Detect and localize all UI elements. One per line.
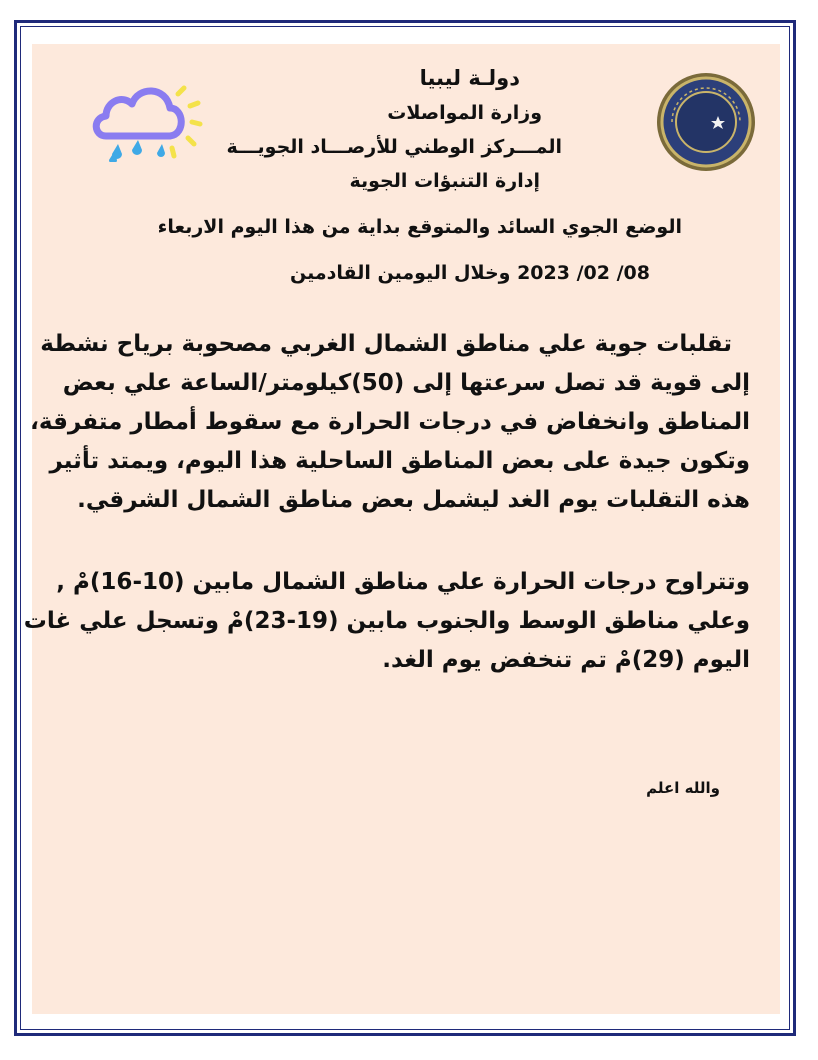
- paragraph-line: هذه التقلبات يوم الغد ليشمل بعض مناطق الشمال الشرقي.: [77, 487, 750, 513]
- paragraph-line: إلى قوية قد تصل سرعتها إلى (50)كيلومتر/الساعة علي بعض: [62, 370, 750, 396]
- header-ministry: وزارة المواصلات: [387, 102, 542, 124]
- document-page: [23, 44, 780, 1014]
- header-center: المـــركز الوطني للأرصـــاد الجويـــة: [226, 136, 562, 158]
- cloud-rain-sun-icon: [88, 78, 214, 162]
- header-state: دولـة ليبيا: [419, 66, 520, 90]
- report-title-line-1: الوضع الجوي السائد والمتوقع بداية من هذا اليوم الاربعاء: [157, 216, 682, 238]
- paragraph-line: تقلبات جوية علي مناطق الشمال الغربي مصحوبة برياح نشطة: [40, 331, 732, 357]
- closing-phrase: والله اعلم: [646, 779, 720, 797]
- paragraph-line: وتتراوح درجات الحرارة علي مناطق الشمال مابين (10-16)مْ ,: [56, 569, 750, 595]
- paragraph-line: وعلي مناطق الوسط والجنوب مابين (19-23)مْ وتسجل علي غات: [23, 608, 750, 634]
- header-department: إدارة التنبؤات الجوية: [349, 170, 540, 192]
- paragraph-line: وتكون جيدة على بعض المناطق الساحلية هذا اليوم، ويمتد تأثير: [49, 448, 750, 474]
- report-title-date-line: 08/ 02/ 2023 وخلال اليومين القادمين: [290, 262, 650, 284]
- paragraph-line: اليوم (29)مْ تم تنخفض يوم الغد.: [382, 647, 750, 673]
- libyan-meteorological-center-seal-icon: [654, 70, 758, 174]
- paragraph-line: المناطق وانخفاض في درجات الحرارة مع سقوط أمطار متفرقة،: [30, 409, 750, 435]
- temperature-paragraph: [23, 563, 750, 680]
- forecast-paragraph-1: [30, 325, 750, 520]
